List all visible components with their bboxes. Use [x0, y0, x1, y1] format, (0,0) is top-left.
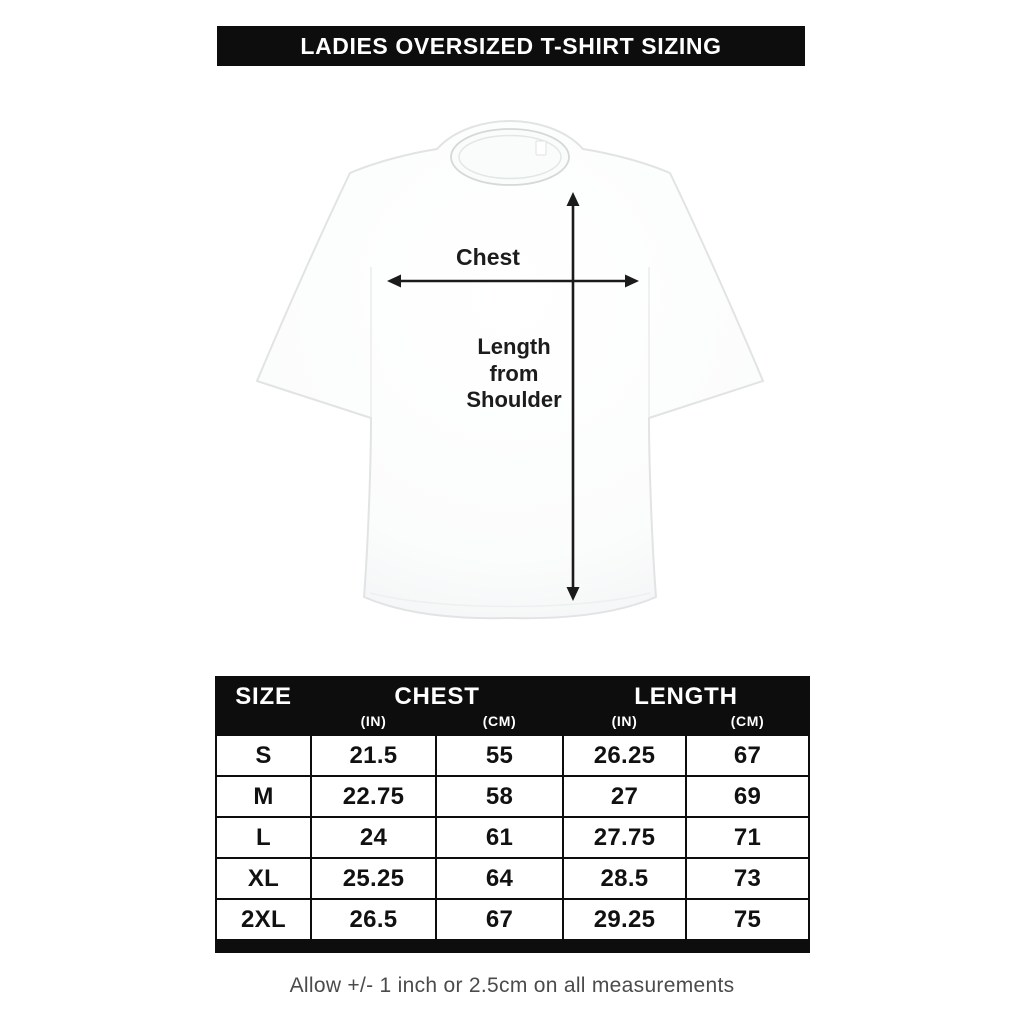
size-cell: 2XL — [216, 899, 311, 940]
chest-in-cell: 22.75 — [311, 776, 436, 817]
length-in-cell: 27.75 — [563, 817, 686, 858]
collar-opening — [451, 129, 569, 185]
tshirt-measurement-diagram — [240, 105, 780, 635]
page-title: LADIES OVERSIZED T-SHIRT SIZING — [300, 32, 722, 59]
length-cm-cell: 71 — [686, 817, 809, 858]
chest-cm-cell: 64 — [436, 858, 563, 899]
title-bar — [217, 26, 805, 66]
chest-in-cell: 24 — [311, 817, 436, 858]
size-table-header — [216, 677, 809, 735]
size-cell: S — [216, 735, 311, 776]
length-cm-cell: 69 — [686, 776, 809, 817]
length-in-cell: 27 — [563, 776, 686, 817]
size-cell: M — [216, 776, 311, 817]
col-header-size: SIZE — [216, 677, 311, 711]
chest-in-cell: 21.5 — [311, 735, 436, 776]
table-row-l — [216, 817, 809, 858]
chest-cm-cell: 61 — [436, 817, 563, 858]
size-cell: XL — [216, 858, 311, 899]
col-subheader-length-in: (IN) — [563, 711, 686, 735]
length-in-cell: 29.25 — [563, 899, 686, 940]
table-row-m — [216, 776, 809, 817]
table-row-s — [216, 735, 809, 776]
chest-cm-cell: 55 — [436, 735, 563, 776]
col-subheader-chest-cm: (CM) — [436, 711, 563, 735]
table-row-xl — [216, 858, 809, 899]
tolerance-note: Allow +/- 1 inch or 2.5cm on all measurements — [289, 974, 735, 997]
table-row-2xl — [216, 899, 809, 940]
length-in-cell: 26.25 — [563, 735, 686, 776]
size-cell: L — [216, 817, 311, 858]
col-subheader-blank — [216, 711, 311, 735]
chest-measure-label: Chest — [456, 244, 520, 270]
length-measure-label: Length from Shoulder — [466, 334, 562, 412]
length-cm-cell: 75 — [686, 899, 809, 940]
size-table — [215, 676, 810, 953]
chest-in-cell: 26.5 — [311, 899, 436, 940]
length-cm-cell: 67 — [686, 735, 809, 776]
length-cm-cell: 73 — [686, 858, 809, 899]
col-header-length: LENGTH — [563, 677, 809, 711]
length-in-cell: 28.5 — [563, 858, 686, 899]
col-subheader-chest-in: (IN) — [311, 711, 436, 735]
care-tag — [536, 141, 546, 155]
chest-cm-cell: 67 — [436, 899, 563, 940]
table-bottom-bar — [216, 940, 809, 952]
col-subheader-length-cm: (CM) — [686, 711, 809, 735]
chest-in-cell: 25.25 — [311, 858, 436, 899]
chest-cm-cell: 58 — [436, 776, 563, 817]
col-header-chest: CHEST — [311, 677, 563, 711]
